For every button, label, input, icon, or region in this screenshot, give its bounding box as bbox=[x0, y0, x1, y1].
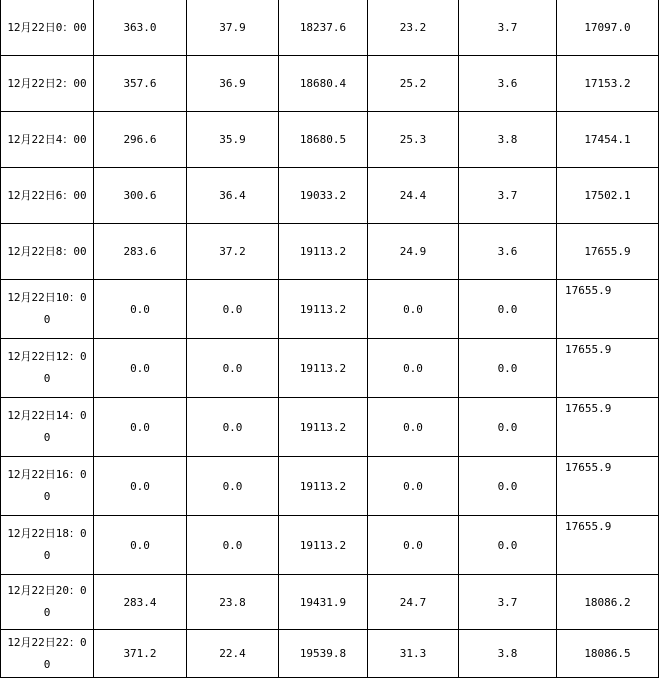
value-cell: 17454.1 bbox=[557, 112, 659, 168]
value-cell: 17655.9 bbox=[557, 516, 659, 575]
value-cell: 18086.2 bbox=[557, 575, 659, 630]
value-cell: 283.4 bbox=[94, 575, 187, 630]
time-cell bbox=[1, 516, 94, 575]
value-cell: 17655.9 bbox=[557, 457, 659, 516]
value-cell: 19113.2 bbox=[279, 516, 368, 575]
value-cell: 23.8 bbox=[187, 575, 279, 630]
value-cell: 24.4 bbox=[368, 168, 459, 224]
value-cell: 0.0 bbox=[368, 516, 459, 575]
value-cell: 0.0 bbox=[187, 516, 279, 575]
value-cell: 3.6 bbox=[459, 56, 557, 112]
value-cell: 0.0 bbox=[94, 457, 187, 516]
value-cell: 18086.5 bbox=[557, 630, 659, 678]
value-cell: 19113.2 bbox=[279, 339, 368, 398]
value-cell: 35.9 bbox=[187, 112, 279, 168]
time-text: 12月22日14：00 bbox=[7, 409, 87, 444]
value-cell: 17655.9 bbox=[557, 280, 659, 339]
table-row bbox=[1, 575, 659, 630]
value-cell: 19539.8 bbox=[279, 630, 368, 678]
value-cell: 36.4 bbox=[187, 168, 279, 224]
time-cell bbox=[1, 224, 94, 280]
value-cell: 0.0 bbox=[94, 339, 187, 398]
time-text: 12月22日20：00 bbox=[7, 584, 87, 619]
value-cell: 17655.9 bbox=[557, 339, 659, 398]
time-cell bbox=[1, 280, 94, 339]
table-row bbox=[1, 280, 659, 339]
value-cell: 22.4 bbox=[187, 630, 279, 678]
value-cell: 0.0 bbox=[187, 280, 279, 339]
value-cell: 25.2 bbox=[368, 56, 459, 112]
time-cell bbox=[1, 398, 94, 457]
time-text: 12月22日4：00 bbox=[7, 132, 87, 146]
value-cell: 0.0 bbox=[94, 280, 187, 339]
value-cell: 0.0 bbox=[187, 398, 279, 457]
value-cell: 0.0 bbox=[368, 398, 459, 457]
value-cell: 3.6 bbox=[459, 224, 557, 280]
time-text: 12月22日8：00 bbox=[7, 244, 87, 258]
time-cell bbox=[1, 0, 94, 56]
value-cell: 371.2 bbox=[94, 630, 187, 678]
table-row bbox=[1, 398, 659, 457]
table-row bbox=[1, 112, 659, 168]
value-cell: 37.2 bbox=[187, 224, 279, 280]
value-cell: 19113.2 bbox=[279, 398, 368, 457]
value-cell: 3.8 bbox=[459, 630, 557, 678]
value-cell: 0.0 bbox=[368, 280, 459, 339]
value-cell: 31.3 bbox=[368, 630, 459, 678]
value-cell: 19113.2 bbox=[279, 457, 368, 516]
time-text: 12月22日6：00 bbox=[7, 188, 87, 202]
value-cell: 0.0 bbox=[187, 457, 279, 516]
time-cell bbox=[1, 112, 94, 168]
value-cell: 19113.2 bbox=[279, 224, 368, 280]
value-cell: 24.7 bbox=[368, 575, 459, 630]
time-text: 12月22日12：00 bbox=[7, 350, 87, 385]
value-cell: 3.7 bbox=[459, 0, 557, 56]
value-cell: 19431.9 bbox=[279, 575, 368, 630]
time-text: 12月22日22：00 bbox=[7, 635, 87, 671]
value-cell: 24.9 bbox=[368, 224, 459, 280]
value-cell: 17655.9 bbox=[557, 224, 659, 280]
value-cell: 0.0 bbox=[459, 457, 557, 516]
time-cell bbox=[1, 56, 94, 112]
value-cell: 3.7 bbox=[459, 575, 557, 630]
value-cell: 0.0 bbox=[459, 339, 557, 398]
time-cell bbox=[1, 339, 94, 398]
value-cell: 19033.2 bbox=[279, 168, 368, 224]
value-cell: 0.0 bbox=[459, 398, 557, 457]
time-text: 12月22日0：00 bbox=[7, 20, 87, 34]
table-row bbox=[1, 339, 659, 398]
time-text: 12月22日2：00 bbox=[7, 76, 87, 90]
time-cell bbox=[1, 630, 94, 678]
value-cell: 0.0 bbox=[459, 516, 557, 575]
value-cell: 3.8 bbox=[459, 112, 557, 168]
value-cell: 3.7 bbox=[459, 168, 557, 224]
value-cell: 37.9 bbox=[187, 0, 279, 56]
value-cell: 18680.5 bbox=[279, 112, 368, 168]
value-cell: 18680.4 bbox=[279, 56, 368, 112]
value-cell: 0.0 bbox=[368, 457, 459, 516]
value-cell: 0.0 bbox=[94, 516, 187, 575]
time-cell bbox=[1, 457, 94, 516]
table-row bbox=[1, 168, 659, 224]
value-cell: 0.0 bbox=[187, 339, 279, 398]
value-cell: 17153.2 bbox=[557, 56, 659, 112]
table-row bbox=[1, 0, 659, 56]
time-cell bbox=[1, 168, 94, 224]
value-cell: 283.6 bbox=[94, 224, 187, 280]
value-cell: 296.6 bbox=[94, 112, 187, 168]
table-row bbox=[1, 56, 659, 112]
time-text: 12月22日16：00 bbox=[7, 468, 87, 503]
table-row bbox=[1, 224, 659, 280]
value-cell: 17097.0 bbox=[557, 0, 659, 56]
value-cell: 0.0 bbox=[459, 280, 557, 339]
value-cell: 363.0 bbox=[94, 0, 187, 56]
value-cell: 300.6 bbox=[94, 168, 187, 224]
value-cell: 36.9 bbox=[187, 56, 279, 112]
value-cell: 17655.9 bbox=[557, 398, 659, 457]
value-cell: 0.0 bbox=[94, 398, 187, 457]
table-row bbox=[1, 457, 659, 516]
time-text: 12月22日18：00 bbox=[7, 527, 87, 562]
value-cell: 17502.1 bbox=[557, 168, 659, 224]
table-row bbox=[1, 516, 659, 575]
time-cell bbox=[1, 575, 94, 630]
value-cell: 25.3 bbox=[368, 112, 459, 168]
value-cell: 19113.2 bbox=[279, 280, 368, 339]
value-cell: 0.0 bbox=[368, 339, 459, 398]
table-row bbox=[1, 630, 659, 678]
value-cell: 357.6 bbox=[94, 56, 187, 112]
time-text: 12月22日10：00 bbox=[7, 291, 87, 326]
value-cell: 23.2 bbox=[368, 0, 459, 56]
value-cell: 18237.6 bbox=[279, 0, 368, 56]
